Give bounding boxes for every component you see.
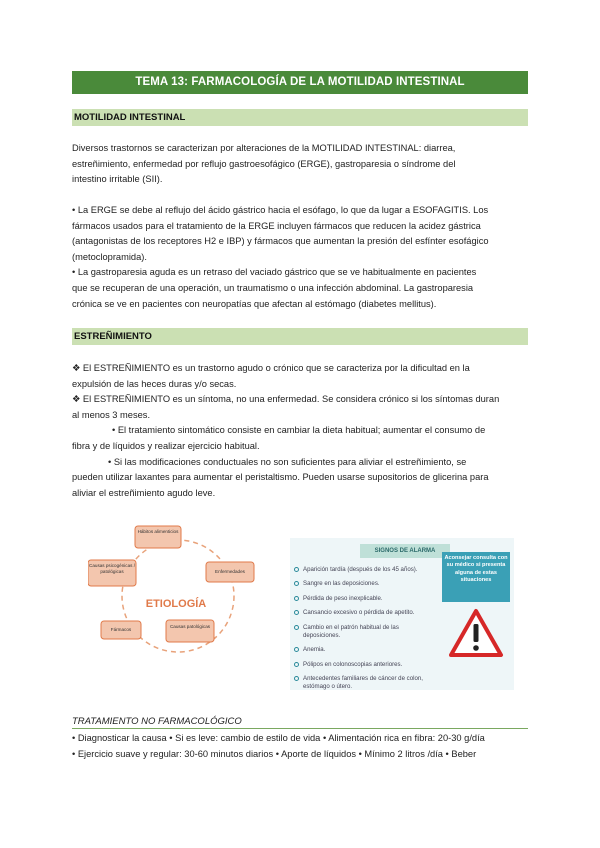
node-label-habitos: Hábitos alimenticios (137, 529, 179, 534)
list-item (294, 675, 434, 691)
text-line: (metoclopramida). (72, 251, 147, 262)
list-item-text: Aparición tardía (después de los 45 años). (303, 566, 418, 573)
page-title: TEMA 13: FARMACOLOGÍA DE LA MOTILIDAD INTESTINAL (72, 71, 528, 94)
circle-bullet-icon (294, 662, 299, 667)
section-heading-estrenimiento: ESTREÑIMIENTO (72, 328, 528, 345)
section-heading-motilidad: MOTILIDAD INTESTINAL (72, 109, 528, 126)
text-line: que se recuperan de una operación, un traumatismo o una infección abdominal. La gastroparesia (72, 282, 474, 293)
text-line: crónica se ve en pacientes con neuropatías que afectan al estómago (diabetes mellitus). (72, 298, 437, 309)
node-label-farmacos: Fármacos (110, 627, 132, 632)
alarm-header: SIGNOS DE ALARMA (360, 544, 450, 558)
list-item (294, 661, 434, 669)
text-line: • La gastroparesia aguda es un retraso del vaciado gástrico que se ve habitualmente en pacientes (72, 267, 477, 278)
text-line: • El tratamiento sintomático consiste en cambiar la dieta habitual; aumentar el consumo de (112, 425, 486, 436)
text-line: • Si las modificaciones conductuales no son suficientes para aliviar el estreñimiento, se (108, 456, 467, 467)
etiology-center-label: ETIOLOGÍA (145, 598, 207, 610)
paragraph-intro (72, 141, 528, 188)
etiology-diagram (88, 518, 268, 674)
text-line: fibra y de líquidos y realizar ejercicio habitual. (72, 440, 260, 451)
circle-bullet-icon (294, 625, 299, 630)
divider (72, 728, 528, 729)
list-item-text: Sangre en las deposiciones. (303, 580, 380, 588)
text-line: expulsión de las heces duras y/o secas. (72, 378, 237, 389)
node-label-causas-patologicas: Causas patológicas (169, 624, 211, 629)
circle-bullet-icon (294, 581, 299, 586)
alarm-list (294, 566, 434, 698)
text-line: • Ejercicio suave y regular: 30-60 minutos diarios • Aporte de líquidos • Mínimo 2 litros /día • Beber (72, 748, 477, 759)
list-item-text: Antecedentes familiares de cáncer de colon, estómago o útero. (303, 674, 423, 691)
list-item (294, 566, 434, 574)
text-line: • La ERGE se debe al reflujo del ácido gástrico hacia el esófago, lo que da lugar a ESOFAGITIS. Los (72, 205, 489, 215)
list-item-text: Anemia. (303, 646, 326, 654)
circle-bullet-icon (294, 647, 299, 652)
list-item (294, 595, 434, 603)
node-label-enfermedades: Enfermedades (215, 569, 245, 574)
list-item-text: Pólipos en colonoscopias anteriores. (303, 660, 403, 668)
text-line: fármacos usados para el tratamiento de la ERGE incluyen fármacos que reducen la acidez gástrica (72, 220, 481, 231)
consult-note: Aconsejar consulta con su médico si presenta alguna de estas situaciones (442, 552, 510, 602)
text-line: estreñimiento, enfermedad por reflujo gastroesofágico (ERGE), gastroparesia o síndrome del (72, 158, 456, 169)
text-line: ❖ El ESTREÑIMIENTO es un trastorno agudo o crónico que se caracteriza por la dificultad en la (72, 363, 470, 373)
text-line: aliviar el estreñimiento agudo leve. (72, 487, 216, 498)
list-item (294, 646, 434, 654)
warning-triangle-icon (448, 608, 504, 658)
list-item (294, 580, 434, 588)
text-line: al menos 3 meses. (72, 409, 151, 420)
text-line: (antagonistas de los receptores H2 e IBP) y fármacos que aumentan la presión del esfínter esofágico (72, 236, 489, 247)
list-item-text: Cansancio excesivo o pérdida de apetito. (303, 609, 415, 617)
text-line: ❖ El ESTREÑIMIENTO es un síntoma, no una enfermedad. Se considera crónico si los síntomas duran (72, 394, 500, 405)
list-item (294, 609, 434, 617)
circle-bullet-icon (294, 567, 299, 572)
section-heading-tratamiento: TRATAMIENTO NO FARMACOLÓGICO (72, 716, 242, 727)
circle-bullet-icon (294, 596, 299, 601)
text-line: • Diagnosticar la causa • Si es leve: cambio de estilo de vida • Alimentación rica en fibra: 20-30 g/día (72, 733, 485, 743)
circle-bullet-icon (294, 676, 299, 681)
node-label-psicogenicas: Causas psicogénicas / patológicas (89, 563, 135, 574)
list-item (294, 624, 434, 640)
alarm-signs-panel (290, 538, 514, 690)
circle-bullet-icon (294, 610, 299, 615)
list-item-text: Pérdida de peso inexplicable. (303, 594, 383, 602)
paragraph-estrenimiento (72, 361, 528, 501)
text-line: pueden utilizar laxantes para aumentar el peristaltismo. Pueden usarse supositorios de glicerina para (72, 472, 489, 483)
paragraph-tratamiento (72, 731, 528, 762)
paragraph-erge (72, 203, 528, 312)
text-line: Diversos trastornos se caracterizan por alteraciones de la MOTILIDAD INTESTINAL: diarrea, (72, 143, 456, 153)
etiology-diagram-svg (88, 518, 268, 674)
list-item-text: Cambio en el patrón habitual de las deposiciones. (303, 623, 399, 639)
text-line: intestino irritable (SII). (72, 174, 163, 185)
